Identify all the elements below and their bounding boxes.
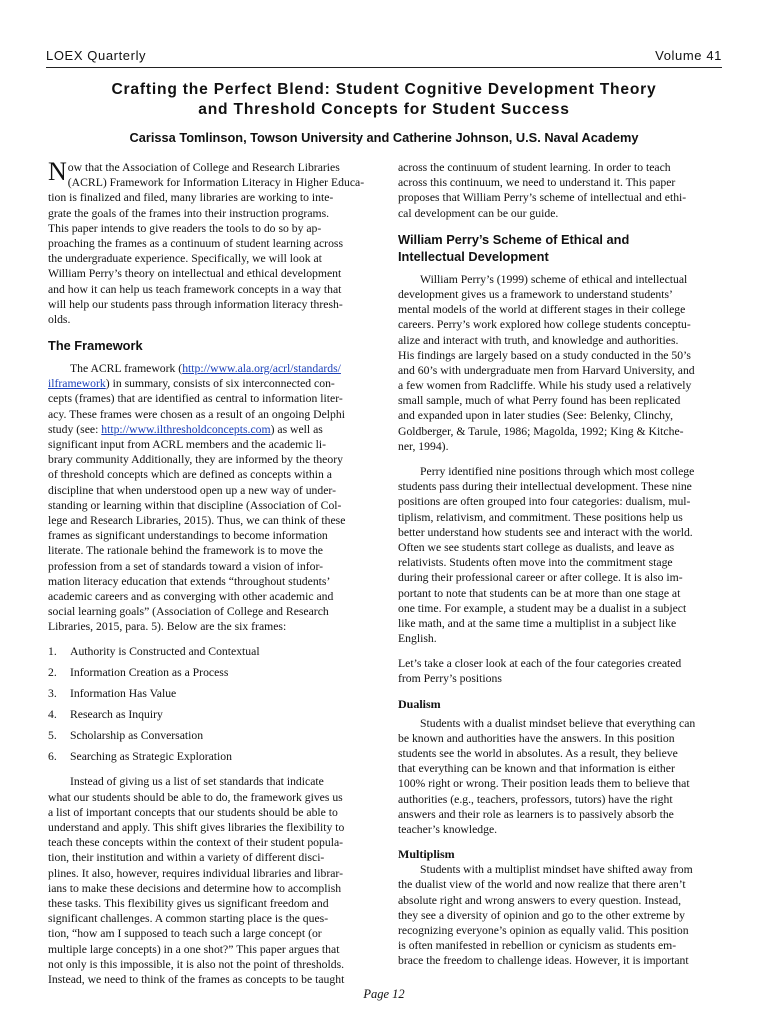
- list-label: Searching as Strategic Exploration: [70, 750, 232, 764]
- text-line: acy. These frames were chosen as a result of an ongoing Delphi: [48, 407, 345, 421]
- list-label: Authority is Constructed and Contextual: [70, 645, 260, 659]
- article-authors: Carissa Tomlinson, Towson University and Catherine Johnson, U.S. Naval Academy: [129, 130, 639, 145]
- list-item: [48, 746, 368, 767]
- perry-paragraph-2: [398, 464, 720, 646]
- text-line: proaching the frames as a continuum of student learning across: [48, 236, 344, 250]
- text-line: the undergraduate experience. Specifically, we will look at: [48, 252, 322, 266]
- text-line: tiplism, relativism, and commitment. These positions help us: [398, 510, 683, 524]
- text-line: students see the world in absolutes. As a result, they believe: [398, 747, 678, 760]
- drop-cap: N: [48, 157, 67, 186]
- text-line: relativists. Students often move into the commitment stage: [398, 556, 673, 570]
- list-item: [48, 683, 368, 704]
- text-line: Libraries, 2015, para. 5). Below are the six frames:: [48, 620, 287, 634]
- list-number: 1.: [48, 645, 57, 659]
- text-line: portant to note that students can be at more than one stage at: [398, 586, 681, 600]
- text-line: across this continuum, we need to understand it. This paper: [398, 176, 676, 190]
- article-title: [46, 80, 722, 120]
- perry-paragraph-3: [398, 656, 720, 686]
- text-line: cal development can be our guide.: [398, 206, 559, 220]
- volume-label: Volume 41: [655, 48, 722, 63]
- text-run: study (see:: [48, 422, 102, 436]
- text-line: a few women from Radcliffe. While his study used a relatively: [398, 379, 692, 393]
- framework-paragraph: [48, 361, 368, 634]
- text-run: ) in summary, consists of six interconnected con-: [105, 377, 335, 391]
- text-line: grate the goals of the frames into their instruction programs.: [48, 206, 330, 220]
- text-line: a list of important concepts that our students should be able to: [48, 805, 338, 819]
- text-line: social learning goals” (Association of College and Research: [48, 605, 329, 619]
- journal-name: LOEX Quarterly: [46, 48, 147, 63]
- page-header: [46, 48, 722, 63]
- text-line: is often manifested in rebellion or cynicism as students em-: [398, 939, 677, 953]
- text-line: Often we see students start college as dualists, and leave as: [398, 540, 675, 554]
- threshold-concepts-link[interactable]: http://www.ilthresholdconcepts.com: [101, 422, 271, 436]
- page-number: Page 12: [363, 987, 405, 1001]
- text-line: ner, 1994).: [398, 439, 449, 453]
- text-line: proposes that William Perry’s scheme of intellectual and ethi-: [398, 191, 687, 205]
- text-line: Instead, we need to think of the frames as concepts to be taught: [48, 972, 345, 986]
- text-line: mation literacy education that extends “throughout students’: [48, 574, 331, 588]
- text-line: cepts (frames) that are identified as central to information liter-: [48, 392, 343, 406]
- subheading-multiplism: Multiplism: [398, 847, 455, 862]
- text-line: (ACRL) Framework for Information Literacy in Higher Educa-: [67, 176, 365, 190]
- text-line: Students with a dualist mindset believe that everything can: [420, 716, 696, 730]
- text-line: the dualist view of the world and now realize that there aren’t: [398, 878, 686, 892]
- text-line: ow that the Association of College and Research Libraries: [67, 161, 340, 174]
- list-number: 6.: [48, 750, 57, 764]
- list-label: Information Has Value: [70, 687, 177, 701]
- closing-paragraph: [48, 774, 368, 987]
- text-line: absolute right and wrong answers to every question. Instead,: [398, 893, 682, 907]
- list-item: [48, 725, 368, 746]
- text-line: one time. For example, a student may be a dualist in a subject: [398, 601, 687, 615]
- text-line: English.: [398, 632, 437, 646]
- text-line: not only is this impossible, it is also not the point of thresholds.: [48, 957, 345, 971]
- text-line: across the continuum of student learning. In order to teach: [398, 161, 671, 174]
- text-line: William Perry’s (1999) scheme of ethical and intellectual: [420, 272, 688, 286]
- text-line: and how it can help us teach framework concepts in a way that: [48, 282, 342, 296]
- text-line: 100% right or wrong. Their position leads them to believe that: [398, 777, 690, 791]
- right-column: [398, 160, 720, 968]
- text-line: authorities (e.g., teachers, professors, tutors) have the right: [398, 792, 673, 806]
- text-line: William Perry’s theory on intellectual and ethical development: [48, 267, 342, 281]
- header-rule: [46, 67, 722, 68]
- text-line: significant challenges. A common starting place is the ques-: [48, 912, 329, 926]
- list-item: [48, 704, 368, 725]
- text-line: Perry identified nine positions through which most college: [420, 465, 695, 478]
- title-line: and Threshold Concepts for Student Success: [198, 101, 570, 118]
- multiplism-paragraph: [398, 862, 720, 968]
- text-line: mental models of the world at different stages in their college: [398, 303, 686, 317]
- text-line: academic careers and as converging with other academic and: [48, 589, 334, 603]
- acrl-framework-link-cont[interactable]: ilframework: [48, 377, 106, 391]
- text-line: lege and Research Libraries, 2015). Thus, we can think of these: [48, 513, 346, 527]
- text-line: students pass during their intellectual development. These nine: [398, 480, 692, 494]
- frames-list: [48, 641, 368, 767]
- heading-line: Intellectual Development: [398, 248, 549, 264]
- text-line: tion, “how am I supposed to teach such a large concept (or: [48, 927, 322, 941]
- text-line: be known and authorities have the answers. In this position: [398, 731, 675, 745]
- list-number: 4.: [48, 708, 57, 722]
- text-line: Goldberger, & Tarule, 1986; Magolda, 1992; King & Kitche-: [398, 424, 684, 438]
- text-line: multiple large concepts) in a one shot?” This paper argues that: [48, 942, 340, 956]
- text-line: careers. Perry’s work explored how college students conceptu-: [398, 318, 691, 332]
- text-line: of threshold concepts which are defined as concepts within a: [48, 468, 332, 482]
- text-line: ians to make these decisions and determine how to accomplish: [48, 881, 342, 895]
- text-line: that everything can be known and that information is either: [398, 762, 675, 776]
- text-line: literate. The rationale behind the framework is to move the: [48, 544, 323, 558]
- text-line: tion, their institution and within a variety of different disci-: [48, 851, 325, 865]
- text-line: plines. It also, however, requires individual libraries and librar-: [48, 866, 343, 880]
- section-heading-perry: [398, 231, 720, 265]
- perry-paragraph-1: [398, 272, 720, 454]
- text-line: better understand how students see and interact with the world.: [398, 525, 693, 539]
- text-line: profession from a set of standards toward a vision of infor-: [48, 559, 324, 573]
- text-run: ) as well as: [270, 422, 323, 436]
- title-line: Crafting the Perfect Blend: Student Cognitive Development Theory: [111, 81, 657, 98]
- text-line: Let’s take a closer look at each of the four categories created: [398, 657, 682, 671]
- text-line: significant input from ACRL members and the academic li-: [48, 438, 327, 451]
- text-line: and 60’s with undergraduate men from Harvard University, and: [398, 363, 695, 377]
- text-line: Students with a multiplist mindset have shifted away from: [420, 863, 693, 877]
- text-line: and expanded upon in later studies (See: Belenky, Clinchy,: [398, 409, 674, 423]
- text-line: frames as significant understandings to become information: [48, 529, 328, 543]
- text-line: answers and their role as learners is to passively absorb the: [398, 807, 674, 821]
- list-number: 2.: [48, 666, 57, 680]
- text-line: alize and interact with truth, and knowledge and authorities.: [398, 333, 679, 347]
- text-line: positions are often grouped into four categories: dualism, mul-: [398, 495, 691, 509]
- list-label: Information Creation as a Process: [70, 666, 229, 680]
- list-item: [48, 662, 368, 683]
- text-line: recognizing everyone’s opinion as equally valid. This position: [398, 923, 689, 937]
- text-line: brary community Additionally, they are informed by the theory: [48, 453, 343, 467]
- continuation-paragraph: [398, 160, 720, 221]
- text-line: they see a diversity of opinion and go to the other extreme by: [398, 908, 685, 922]
- list-number: 3.: [48, 687, 57, 701]
- text-line: Instead of giving us a list of set standards that indicate: [70, 775, 324, 789]
- text-line: like math, and at the same time a multiplist in a subject like: [398, 616, 677, 630]
- text-line: standing or learning within that discipline (Association of Col-: [48, 498, 342, 512]
- list-item: [48, 641, 368, 662]
- text-line: discipline that when understood open up a new way of under-: [48, 483, 336, 497]
- text-line: these tasks. This flexibility gives us significant freedom and: [48, 896, 329, 910]
- text-line: teach these concepts within the context of their student popula-: [48, 836, 344, 850]
- text-line: during their professional career or after college. It is also im-: [398, 571, 683, 585]
- left-column: [48, 157, 368, 987]
- text-line: His findings are largely based on a study conducted in the 50’s: [398, 348, 691, 362]
- text-line: tion is finalized and filed, many libraries are working to inte-: [48, 191, 334, 205]
- section-heading-framework: The Framework: [48, 338, 143, 354]
- subheading-dualism: Dualism: [398, 696, 441, 711]
- text-line: This paper intends to give readers the tools to do so by ap-: [48, 221, 322, 235]
- text-line: will help our students pass through information literacy thresh-: [48, 297, 343, 311]
- text-line: from Perry’s positions: [398, 672, 502, 686]
- text-line: small sample, much of what Perry found has been replicated: [398, 394, 681, 408]
- text-line: understand and apply. This shift gives libraries the flexibility to: [48, 821, 345, 834]
- acrl-framework-link[interactable]: http://www.ala.org/acrl/standards/: [182, 362, 341, 376]
- text-line: olds.: [48, 312, 71, 326]
- intro-paragraph: [48, 157, 368, 327]
- dualism-paragraph: [398, 716, 720, 838]
- list-label: Scholarship as Conversation: [70, 729, 204, 743]
- text-run: The ACRL framework (: [70, 362, 183, 376]
- text-line: development gives us a framework to understand students’: [398, 287, 673, 301]
- text-line: brace the freedom to challenge ideas. However, it is important: [398, 954, 689, 968]
- list-label: Research as Inquiry: [70, 708, 163, 722]
- heading-line: William Perry’s Scheme of Ethical and: [398, 231, 630, 247]
- text-line: what our students should be able to do, the framework gives us: [48, 790, 343, 804]
- list-number: 5.: [48, 729, 57, 743]
- text-line: teacher’s knowledge.: [398, 822, 498, 836]
